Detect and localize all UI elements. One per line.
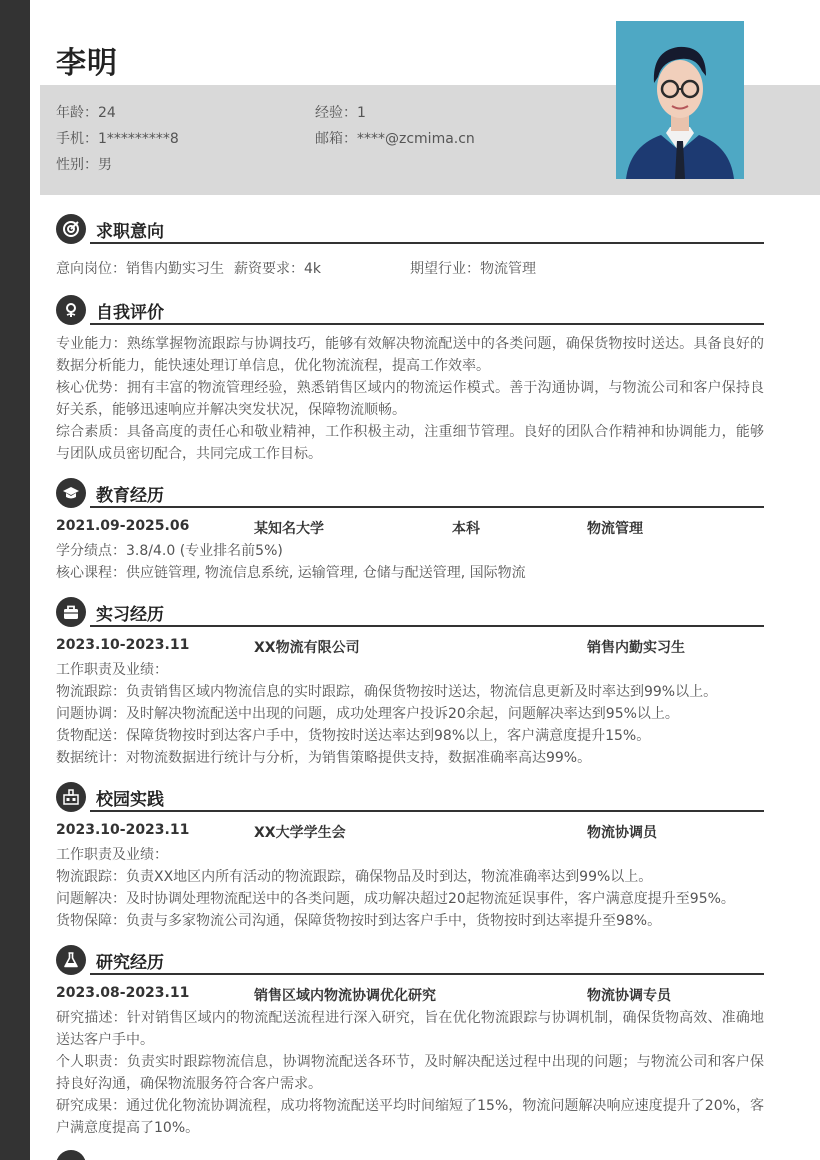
flask-icon <box>56 945 86 975</box>
duty-line: 货物配送：保障货物按时到达客户手中，货物按时送达率达到98%以上，客户满意度提升15%。 <box>56 728 651 744</box>
organization-name: XX大学学生会 <box>254 825 346 841</box>
section-divider <box>90 323 764 325</box>
campus-period: 2023.10-2023.11 <box>56 822 190 838</box>
section-title: 教育经历 <box>96 486 164 506</box>
school-name: 某知名大学 <box>254 521 324 537</box>
internship-period: 2023.10-2023.11 <box>56 637 190 653</box>
section-job-intent <box>56 214 764 280</box>
building-icon <box>56 782 86 812</box>
research-paragraph: 研究成果：通过优化物流协调流程，成功将物流配送平均时间缩短了15%，物流问题解决响应速度提升了20%，客户满意度提高了10%。 <box>56 1098 764 1136</box>
section-self-evaluation <box>56 295 764 465</box>
duty-heading: 工作职责及业绩： <box>56 847 168 863</box>
section-cutoff <box>56 1150 764 1160</box>
section-divider <box>90 810 764 812</box>
section-title: 自我评价 <box>96 303 164 323</box>
company-name: XX物流有限公司 <box>254 640 360 656</box>
section-internship <box>56 597 764 769</box>
degree: 本科 <box>452 521 480 537</box>
gender-info: 性别：男 <box>56 157 112 173</box>
candidate-name: 李明 <box>56 46 118 81</box>
flower-icon <box>56 295 86 325</box>
duty-line: 货物保障：负责与多家物流公司沟通，保障货物按时到达客户手中，货物按时到达率提升至98%。 <box>56 913 662 929</box>
section-education <box>56 478 764 584</box>
project-name: 销售区域内物流协调优化研究 <box>254 988 436 1004</box>
salary-expectation: 薪资要求：4k <box>234 261 322 277</box>
self-eval-paragraph: 专业能力：熟练掌握物流跟踪与协调技巧，能够有效解决物流配送中的各类问题，确保货物按时送达。具备良好的数据分析能力，能快速处理订单信息，优化物流流程，提高工作效率。 <box>56 336 764 374</box>
section-title: 研究经历 <box>96 953 164 973</box>
section-title: 校园实践 <box>96 790 164 810</box>
phone-info: 手机：1*********8 <box>56 131 179 147</box>
duty-line: 问题协调：及时解决物流配送中出现的问题，成功处理客户投诉20余起，问题解决率达到95%以上。 <box>56 706 679 722</box>
section-divider <box>90 973 764 975</box>
section-divider <box>90 625 764 627</box>
briefcase-icon <box>56 597 86 627</box>
intended-position: 意向岗位：销售内勤实习生 <box>56 261 224 277</box>
research-paragraph: 个人职责：负责实时跟踪物流信息，协调物流配送各环节，及时解决配送过程中出现的问题；与物流公司和客户保持良好沟通，确保物流服务符合客户需求。 <box>56 1054 764 1092</box>
expected-industry: 期望行业：物流管理 <box>410 261 536 277</box>
section-icon <box>56 1150 86 1160</box>
section-research <box>56 945 764 1139</box>
duty-line: 物流跟踪：负责销售区域内物流信息的实时跟踪，确保货物按时送达，物流信息更新及时率达到99%以上。 <box>56 684 718 700</box>
education-period: 2021.09-2025.06 <box>56 518 190 534</box>
duty-line: 数据统计：对物流数据进行统计与分析，为销售策略提供支持，数据准确率高达99%。 <box>56 750 592 766</box>
age-info: 年龄：24 <box>56 105 116 121</box>
left-sidebar-bar <box>0 0 30 1160</box>
internship-role: 销售内勤实习生 <box>587 640 685 656</box>
section-title: 实习经历 <box>96 605 164 625</box>
duty-line: 物流跟踪：负责XX地区内所有活动的物流跟踪，确保物品及时到达，物流准确率达到99%以上。 <box>56 869 653 885</box>
research-role: 物流协调专员 <box>587 988 671 1004</box>
self-eval-paragraph: 核心优势：拥有丰富的物流管理经验，熟悉销售区域内的物流运作模式。善于沟通协调，与物流公司和客户保持良好关系，能够迅速响应并解决突发状况，保障物流顺畅。 <box>56 380 764 418</box>
section-title: 求职意向 <box>96 222 164 242</box>
duty-heading: 工作职责及业绩： <box>56 662 168 678</box>
profile-photo <box>616 21 744 179</box>
courses-line: 核心课程：供应链管理, 物流信息系统, 运输管理, 仓储与配送管理, 国际物流 <box>56 565 526 581</box>
section-divider <box>90 506 764 508</box>
self-eval-paragraph: 综合素质：具备高度的责任心和敬业精神，工作积极主动，注重细节管理。良好的团队合作精神和协调能力，能够与团队成员密切配合，共同完成工作目标。 <box>56 424 764 462</box>
gpa-line: 学分绩点：3.8/4.0 (专业排名前5%) <box>56 543 283 559</box>
section-divider <box>90 242 764 244</box>
campus-role: 物流协调员 <box>587 825 657 841</box>
target-icon <box>56 214 86 244</box>
experience-info: 经验：1 <box>315 105 366 121</box>
section-campus-practice <box>56 782 764 932</box>
research-paragraph: 研究描述：针对销售区域内的物流配送流程进行深入研究，旨在优化物流跟踪与协调机制，确保货物高效、准确地送达客户手中。 <box>56 1010 764 1048</box>
research-period: 2023.08-2023.11 <box>56 985 190 1001</box>
duty-line: 问题解决：及时协调处理物流配送中的各类问题，成功解决超过20起物流延误事件，客户满意度提升至95%。 <box>56 891 735 907</box>
email-info: 邮箱：****@zcmima.cn <box>315 131 475 147</box>
major: 物流管理 <box>587 521 643 537</box>
graduation-cap-icon <box>56 478 86 508</box>
